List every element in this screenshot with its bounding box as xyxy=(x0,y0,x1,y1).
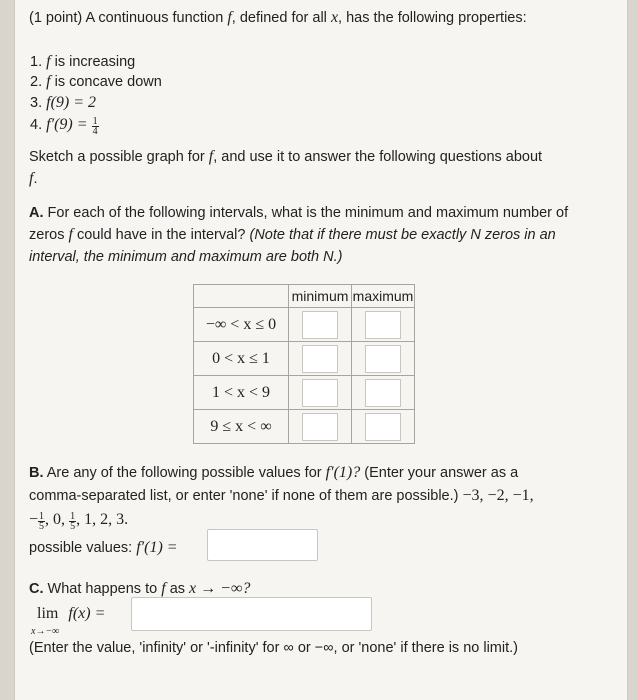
part-c-line1: C. What happens to f as x → −∞? xyxy=(29,580,251,597)
limit-input[interactable] xyxy=(131,597,372,631)
limit-subscript: x→−∞ xyxy=(31,626,60,637)
part-a-line3: interval, the minimum and maximum are both N.) xyxy=(29,249,343,265)
property-3: 3. f(9) = 2 xyxy=(30,94,97,111)
problem-header: (1 point) A continuous function f, defined for all x, has the following properties: xyxy=(29,9,527,26)
table-row xyxy=(194,342,415,376)
col-header-maximum: maximum xyxy=(352,285,415,308)
min-input-row1[interactable] xyxy=(302,311,338,339)
table-corner xyxy=(194,285,289,308)
sketch-instruction-line2: f. xyxy=(29,170,38,187)
part-b-line1: B. Are any of the following possible values for f′(1)? (Enter your answer as a xyxy=(29,464,519,481)
sketch-instruction-line1: Sketch a possible graph for f, and use it to answer the following questions about xyxy=(29,148,543,165)
part-b-answer-label: possible values: f′(1) = xyxy=(29,539,178,556)
part-a-line2: zeros f could have in the interval? (Note that if there must be exactly N zeros in an xyxy=(29,226,556,243)
property-1: 1. f is increasing xyxy=(30,53,136,70)
max-input-row1[interactable] xyxy=(365,311,401,339)
zeros-table xyxy=(193,284,415,444)
max-input-row4[interactable] xyxy=(365,413,401,441)
property-4: 4. f′(9) = $\frac{1}{4}$ xyxy=(30,116,98,137)
part-c-note: (Enter the value, 'infinity' or '-infinity' for ∞ or −∞, or 'none' if there is no limit.) xyxy=(29,640,518,656)
max-input-row2[interactable] xyxy=(365,345,401,373)
min-input-row4[interactable] xyxy=(302,413,338,441)
possible-values-input[interactable] xyxy=(207,529,318,561)
min-input-row2[interactable] xyxy=(302,345,338,373)
limit-expression: lim f(x) = xyxy=(37,605,106,622)
table-row xyxy=(194,410,415,444)
fraction-one-fifth: $\frac{1}{5}$ xyxy=(70,511,76,532)
min-input-row3[interactable] xyxy=(302,379,338,407)
interval-label: −∞ < x ≤ 0 xyxy=(194,308,289,342)
interval-label: 0 < x ≤ 1 xyxy=(194,342,289,376)
interval-label: 9 ≤ x < ∞ xyxy=(194,410,289,444)
table-row xyxy=(194,376,415,410)
table-row xyxy=(194,308,415,342)
problem-page xyxy=(14,0,628,700)
max-input-row3[interactable] xyxy=(365,379,401,407)
part-b-line2: comma-separated list, or enter 'none' if none of them are possible.) −3, −2, −1, xyxy=(29,487,534,504)
col-header-minimum: minimum xyxy=(289,285,352,308)
part-b-line3: − $\frac{1}{5}$ , 0, $\frac{1}{5}$ , 1, 2, 3. xyxy=(29,511,129,532)
fraction-one-quarter: $\frac{1}{4}$ xyxy=(92,116,98,137)
property-2: 2. f is concave down xyxy=(30,73,162,90)
part-a-line1: A. For each of the following intervals, what is the minimum and maximum number of xyxy=(29,205,569,221)
interval-label: 1 < x < 9 xyxy=(194,376,289,410)
fraction-one-fifth-neg: $\frac{1}{5}$ xyxy=(39,511,45,532)
